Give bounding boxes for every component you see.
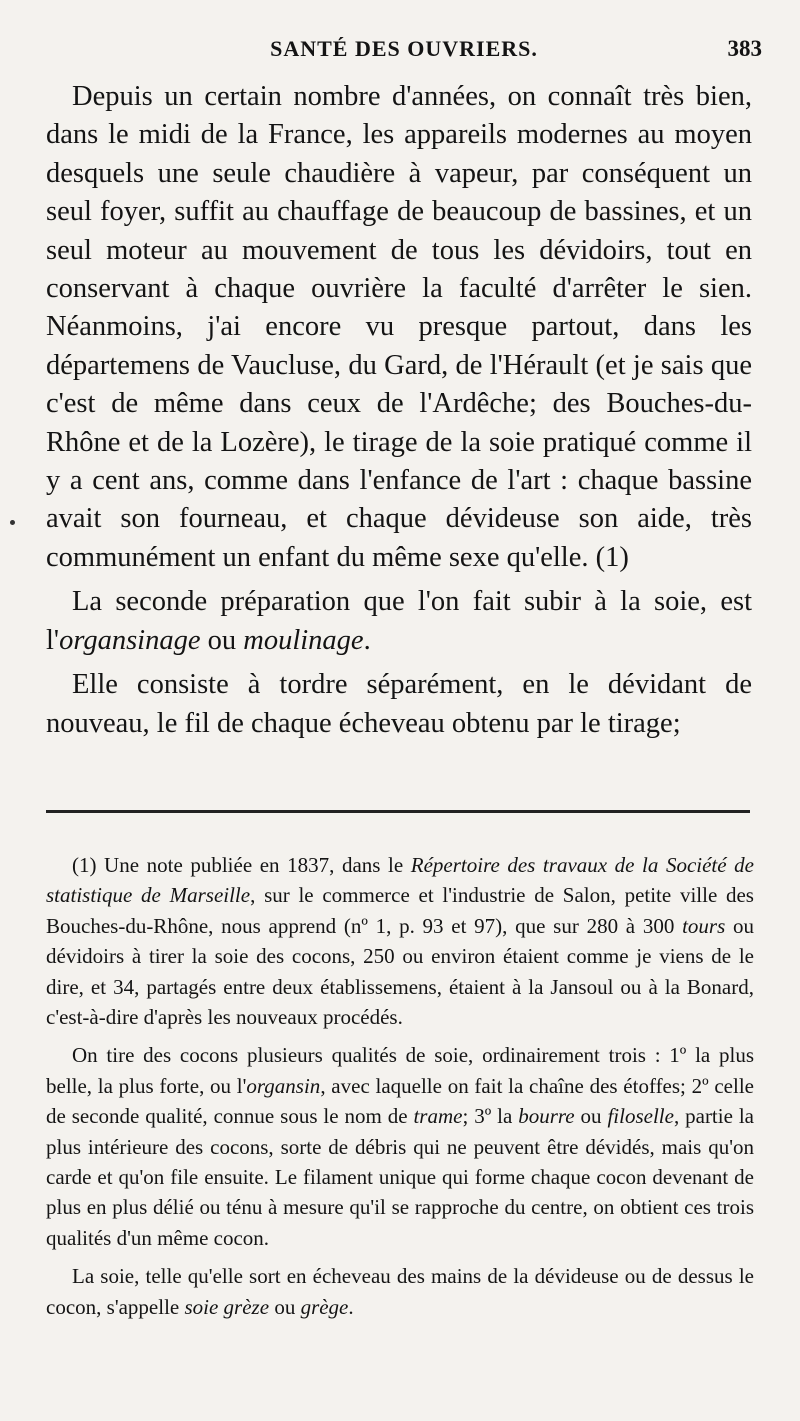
footnote-text: . [348, 1294, 354, 1319]
footnote-term: filoselle [607, 1104, 674, 1129]
footnote-text: La soie, telle qu'elle sort en écheveau des mains de la dévideuse ou de dessus le cocon, s'appelle [46, 1264, 754, 1319]
footnotes [46, 850, 754, 1322]
footnote-text: , partie la plus intérieure des cocons, sorte de débris qui ne peuvent être dévidés, mais qu'on carde et qu'on file ensuite. Le filament unique qui forme chaque cocon devenant de plus en plus délié ou ténu à mesure qu'il se rapproche du centre, on obtient ces trois qualités d'un même cocon. [46, 1104, 754, 1250]
footnote-3 [46, 1261, 754, 1322]
footnote-text: , avec laquelle on fait la chaîne des étoffes; 2º celle de seconde qualité, connue sous le nom de [46, 1073, 754, 1129]
margin-mark [10, 520, 15, 525]
footnote-text: , sur le commerce et l'industrie de Salon, petite ville des Bouches-du-Rhône, nous apprend (nº 1, p. 93 et 97), que sur 280 à 300 [46, 883, 754, 938]
footnote-title: Répertoire des travaux de la Société de statistique de Marseille [46, 853, 754, 908]
paragraph-3: Elle consiste à tordre séparément, en le dévidant de nouveau, le fil de chaque écheveau obtenu par le tirage; [46, 669, 752, 739]
paragraph-2-text: ou [200, 624, 244, 656]
paragraph-2-text: La seconde préparation que l'on fait subir à la soie, est l' [46, 586, 752, 656]
footnote-2 [46, 1040, 754, 1253]
footnote-text: ou dévidoirs à tirer la soie des cocons, 250 ou environ étaient comme je viens de le dire, et 34, partagés entre deux établissemens, étaient à la Jansoul ou à la Bonard, c'est-à-dire d'après les nouveaux procédés. [46, 913, 755, 1030]
footnote-text: (1) Une note publiée en 1837, dans le [72, 853, 411, 877]
main-text [46, 78, 752, 743]
footnote-term: tours [682, 913, 726, 938]
footnote-term: grège [300, 1294, 349, 1319]
footnote-text: ou [574, 1104, 608, 1129]
running-title: SANTÉ DES OUVRIERS. [270, 36, 538, 61]
footnote-1 [46, 850, 754, 1032]
footnote-term: trame [413, 1104, 463, 1129]
term-moulinage: moulinage [243, 624, 364, 656]
footnote-rule [46, 810, 750, 813]
footnote-text: ; 3º la [462, 1104, 519, 1129]
paragraph-1: Depuis un certain nombre d'années, on connaît très bien, dans le midi de la France, les appareils modernes au moyen desquels une seule chaudière à vapeur, par conséquent un seul foyer, suffit au chauffage de beaucoup de bassines, et un seul moteur au mouvement de tous les dévidoirs, tout en conservant à chaque ouvrière la faculté d'arrêter le sien. Néanmoins, j'ai encore vu presque partout, dans les départemens de Vaucluse, du Gard, de l'Hérault (et je sais que c'est de même dans ceux de l'Ardêche; des Bouches-du-Rhône et de la Lozère), le tirage de la soie pratiqué comme il y a cent ans, comme dans l'enfance de l'art : chaque bassine avait son fourneau, et chaque dévideuse son aide, très communément un enfant du même sexe qu'elle. (1) [46, 81, 752, 573]
footnote-text: ou [269, 1294, 301, 1319]
term-organsinage: organsinage [59, 624, 201, 656]
footnote-term: organsin [246, 1073, 321, 1098]
running-head [46, 36, 762, 66]
paragraph-2-text: . [363, 624, 371, 656]
footnote-text: On tire des cocons plusieurs qualités de soie, ordinairement trois : 1º la plus belle, la plus forte, ou l' [46, 1043, 754, 1098]
page-number: 383 [727, 36, 762, 61]
footnote-term: soie grèze [184, 1294, 270, 1319]
footnote-term: bourre [518, 1104, 575, 1129]
paragraph-2 [46, 583, 752, 660]
